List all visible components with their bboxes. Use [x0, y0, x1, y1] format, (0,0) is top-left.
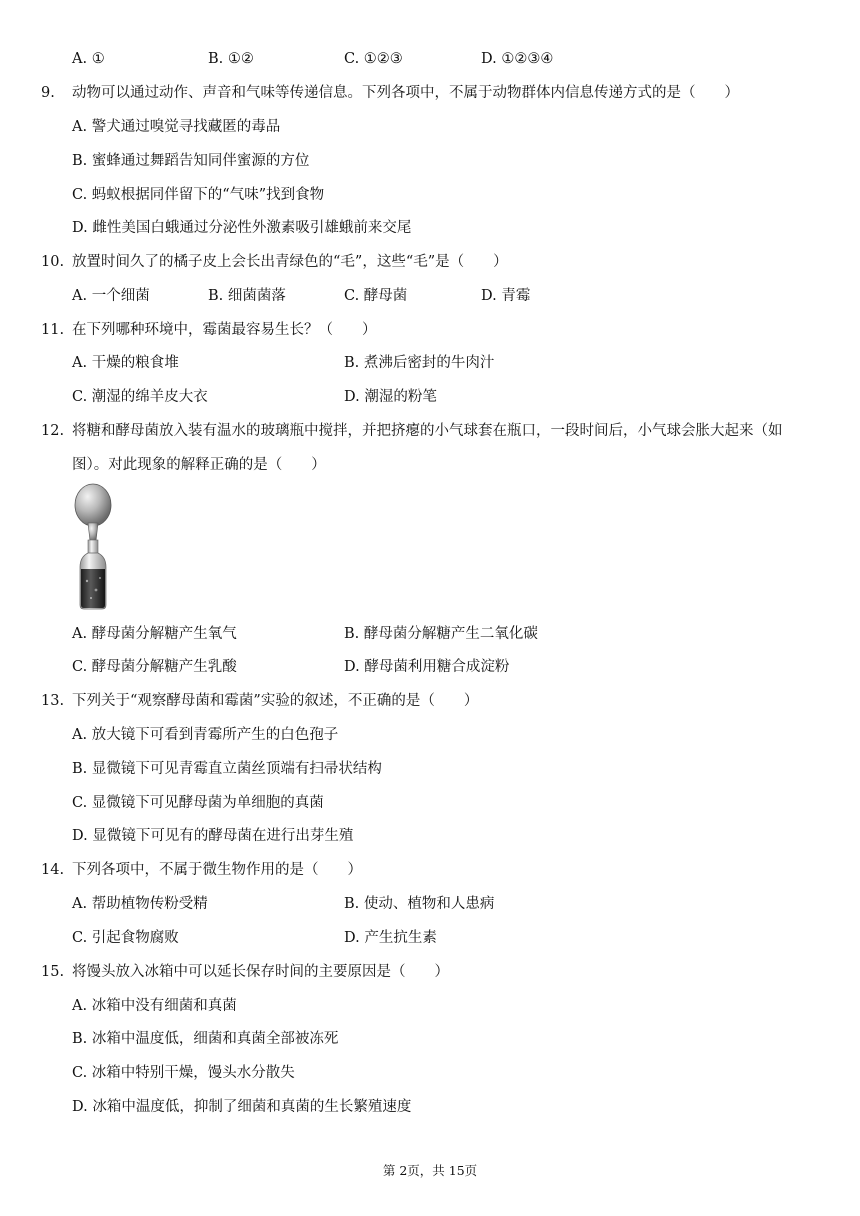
option-a: A. 干燥的粮食堆: [72, 355, 179, 371]
option-a: A. 帮助植物传粉受精: [72, 896, 208, 912]
question-stem: 将馒头放入冰箱中可以延长保存时间的主要原因是（ ）: [72, 964, 449, 980]
option-c: C. 酵母菌分解糖产生乳酸: [72, 659, 237, 675]
option-d: D. 冰箱中温度低，抑制了细菌和真菌的生长繁殖速度: [72, 1099, 412, 1115]
question-stem: 动物可以通过动作、声音和气味等传递信息。下列各项中，不属于动物群体内信息传递方式的是（ ）: [72, 85, 739, 101]
question-number: 11.: [41, 322, 65, 338]
question-stem-continued: 图）。对此现象的解释正确的是（ ）: [72, 457, 326, 473]
option-a: A. 冰箱中没有细菌和真菌: [72, 998, 237, 1014]
option-c: C. 冰箱中特别干燥，馒头水分散失: [72, 1065, 295, 1081]
question-number: 12.: [41, 423, 65, 439]
option-a: A. 酵母菌分解糖产生氧气: [72, 626, 237, 642]
option-a: A. ①: [72, 51, 105, 67]
question-number: 14.: [41, 862, 65, 878]
option-b: B. ①②: [208, 51, 254, 67]
question-stem: 下列各项中，不属于微生物作用的是（ ）: [72, 862, 362, 878]
option-b: B. 煮沸后密封的牛肉汁: [344, 355, 495, 371]
option-b: B. 显微镜下可见青霉直立菌丝顶端有扫帚状结构: [72, 761, 382, 777]
option-b: B. 蜜蜂通过舞蹈告知同伴蜜源的方位: [72, 153, 310, 169]
question-stem: 放置时间久了的橘子皮上会长出青绿色的“毛”，这些“毛”是（ ）: [72, 254, 508, 270]
option-d: D. 显微镜下可见有的酵母菌在进行出芽生殖: [72, 828, 354, 844]
option-c: C. 酵母菌: [344, 288, 408, 304]
option-d: D. 酵母菌利用糖合成淀粉: [344, 659, 510, 675]
question-number: 13.: [41, 693, 65, 709]
option-a: A. 警犬通过嗅觉寻找藏匿的毒品: [72, 119, 281, 135]
option-a: A. 一个细菌: [72, 288, 150, 304]
page-footer: 第 2页，共 15页: [382, 1163, 478, 1178]
option-d: D. ①②③④: [481, 51, 554, 67]
option-a: A. 放大镜下可看到青霉所产生的白色孢子: [72, 727, 339, 743]
option-d: D. 潮湿的粉笔: [344, 389, 437, 405]
option-b: B. 使动、植物和人患病: [344, 896, 495, 912]
question-number: 9.: [41, 85, 55, 101]
question-number: 15.: [41, 964, 65, 980]
option-c: C. 蚂蚁根据同伴留下的“气味”找到食物: [72, 187, 325, 203]
option-c: C. ①②③: [344, 51, 403, 67]
option-d: D. 青霉: [481, 288, 531, 304]
option-c: C. 引起食物腐败: [72, 930, 179, 946]
balloon-bottle-figure: [72, 483, 116, 613]
question-number: 10.: [41, 254, 65, 270]
option-c: C. 显微镜下可见酵母菌为单细胞的真菌: [72, 795, 324, 811]
question-stem: 将糖和酵母菌放入装有温水的玻璃瓶中搅拌，并把挤瘪的小气球套在瓶口，一段时间后，小气球会胀大起来（如: [72, 423, 783, 439]
option-c: C. 潮湿的绵羊皮大衣: [72, 389, 208, 405]
option-b: B. 酵母菌分解糖产生二氧化碳: [344, 626, 538, 642]
option-d: D. 产生抗生素: [344, 930, 437, 946]
question-stem: 下列关于“观察酵母菌和霉菌”实验的叙述，不正确的是（ ）: [72, 693, 479, 709]
option-d: D. 雌性美国白蛾通过分泌性外激素吸引雄蛾前来交尾: [72, 220, 412, 236]
option-b: B. 细菌菌落: [208, 288, 286, 304]
option-b: B. 冰箱中温度低，细菌和真菌全部被冻死: [72, 1031, 339, 1047]
question-stem: 在下列哪种环境中，霉菌最容易生长？（ ）: [72, 322, 377, 338]
